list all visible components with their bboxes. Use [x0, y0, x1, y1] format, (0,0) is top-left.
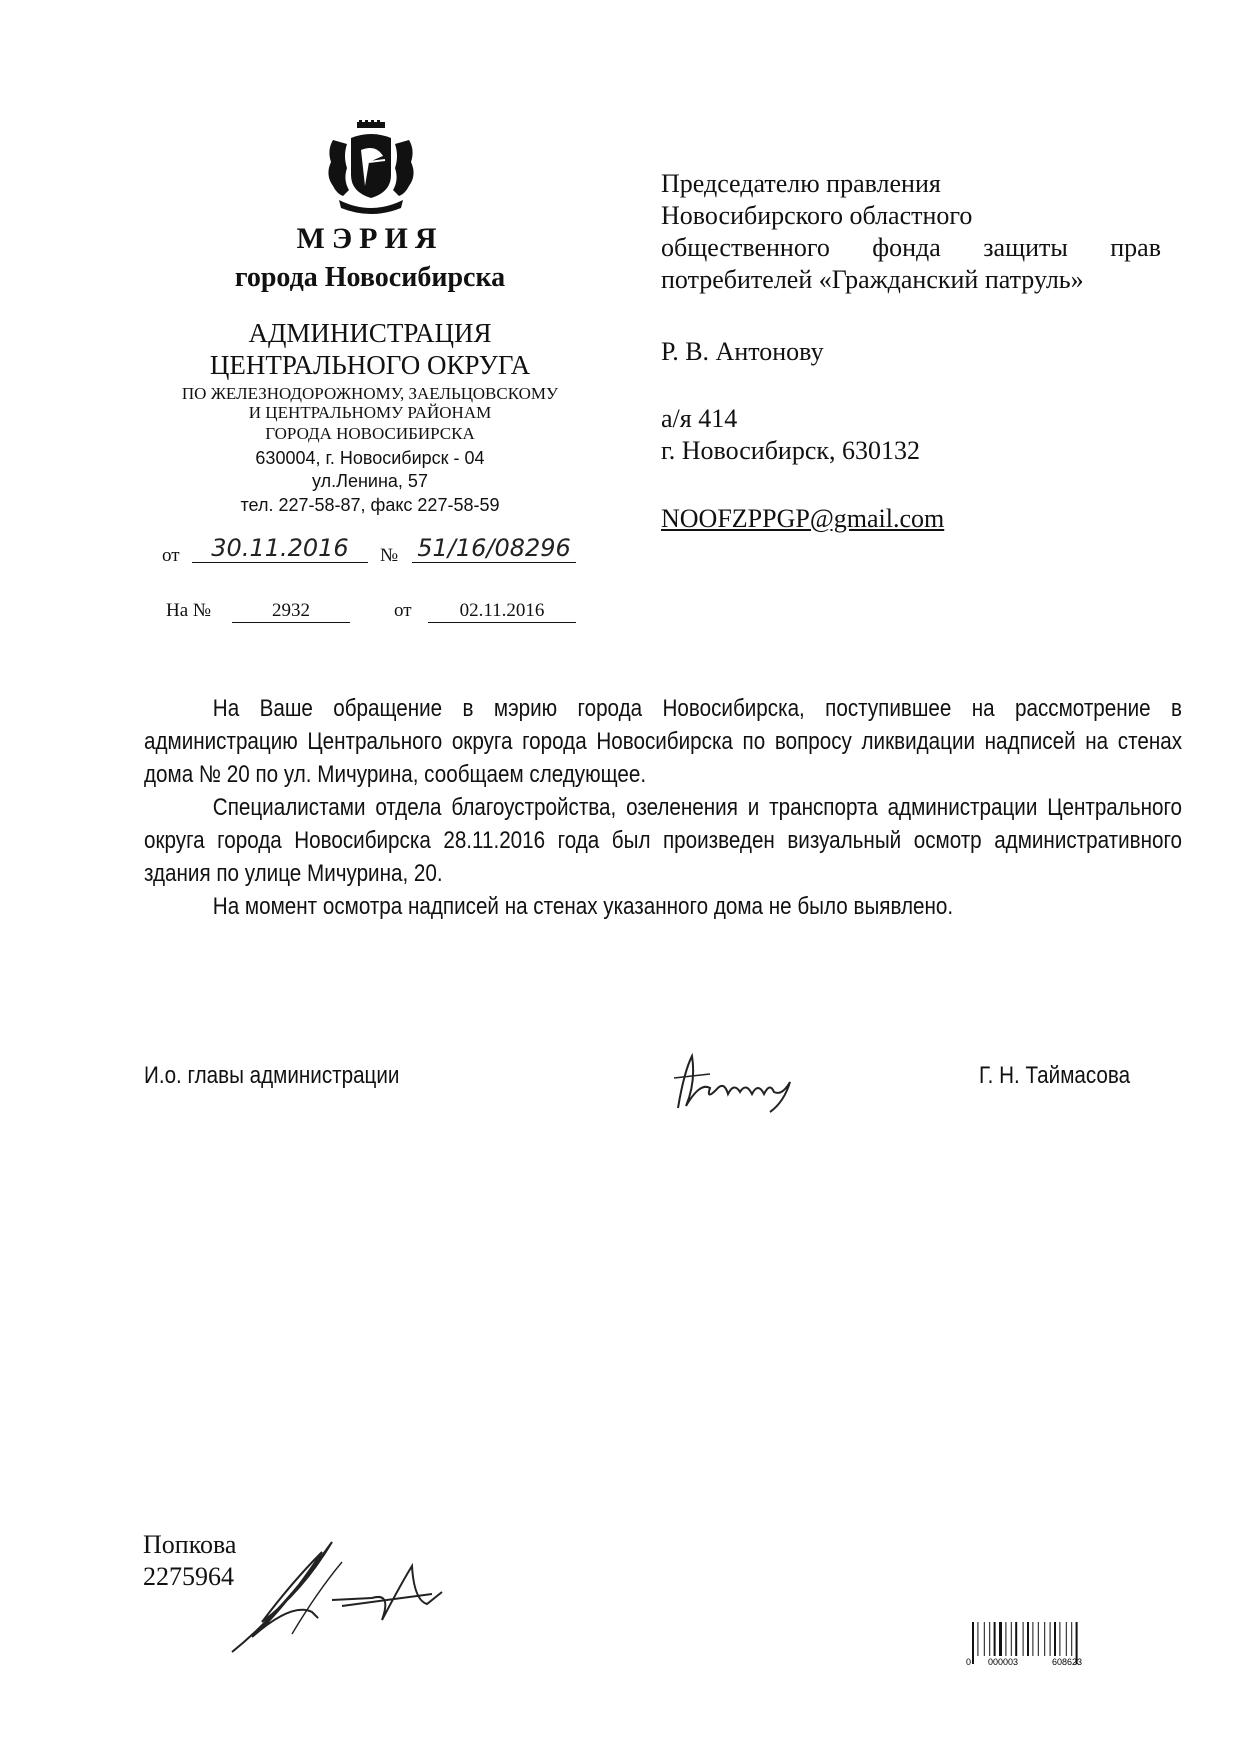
address-line2: ул.Ленина, 57 — [312, 471, 428, 491]
signature-icon — [670, 1052, 850, 1114]
body-paragraph: На Ваше обращение в мэрию города Новосибирска, поступившее на рассмотрение в администрацию Центрального округа города Новосибирска по вопросу ликвидации надписей на стенах дома № 20 по ул. Мичурина, сообщаем следующее. — [144, 695, 1183, 788]
barcode-bar — [1071, 1622, 1072, 1656]
admin-heading-line2: ЦЕНТРАЛЬНОГО ОКРУГА — [209, 350, 531, 380]
barcode-bar — [1044, 1622, 1045, 1656]
incoming-number-label: На № — [166, 600, 212, 621]
city-heading: города Новосибирска — [234, 262, 506, 293]
incoming-date-value: 02.11.2016 — [428, 600, 576, 623]
signatory-title: И.о. главы администрации — [144, 1062, 400, 1089]
recipient-name: Р. В. Антонову — [661, 337, 824, 366]
executor-phone: 2275964 — [143, 1562, 234, 1591]
barcode-bar — [1011, 1622, 1012, 1656]
recipient-email-link[interactable]: NOOFZPPGP@gmail.com — [661, 504, 945, 533]
barcode-bar — [1059, 1622, 1060, 1656]
recipient-po-box: а/я 414 — [661, 404, 738, 433]
barcode-bar — [1005, 1622, 1006, 1656]
barcode-bar — [989, 1622, 990, 1656]
barcode-bar — [1054, 1622, 1056, 1656]
recipient-line: Председателю правления — [661, 169, 941, 198]
barcode-bar — [972, 1622, 974, 1664]
barcode-bar — [1032, 1622, 1033, 1656]
phone-line: тел. 227-58-87, факс 227-58-59 — [240, 495, 500, 515]
body-paragraph: На момент осмотра надписей на стенах указанного дома не было выявлено. — [212, 893, 954, 920]
recipient-line: общественного фонда защиты прав — [661, 233, 1161, 262]
recipient-line: потребителей «Гражданский патруль» — [661, 265, 1084, 294]
coat-of-arms-icon — [321, 120, 421, 218]
barcode-bar — [977, 1622, 978, 1656]
body-paragraph: Специалистами отдела благоустройства, озеленения и транспорта администрации Центрального округа города Новосибирска 28.11.2016 года был произведен визуальный осмотр административного здания по улице Мичурина, 20. — [144, 794, 1183, 887]
incoming-date-label: от — [394, 600, 412, 621]
barcode-bar — [1023, 1622, 1024, 1656]
incoming-number-value: 2932 — [232, 600, 350, 623]
outgoing-number-label: № — [380, 545, 399, 566]
district-line1: ПО ЖЕЛЕЗНОДОРОЖНОМУ, ЗАЕЛЬЦОВСКОМУ — [181, 384, 559, 403]
executor-name: Попкова — [143, 1530, 237, 1559]
mayor-heading: МЭРИЯ — [296, 222, 444, 255]
recipient-line: Новосибирского областного — [661, 201, 973, 230]
barcode — [966, 1620, 1116, 1666]
outgoing-date-label: от — [162, 545, 180, 566]
admin-heading-line1: АДМИНИСТРАЦИЯ — [248, 318, 492, 348]
barcode-digits: 000003 — [988, 1657, 1019, 1666]
district-line3: ГОРОДА НОВОСИБИРСКА — [265, 424, 475, 443]
recipient-block — [661, 168, 1161, 296]
barcode-bar — [999, 1622, 1002, 1656]
barcode-bar — [1050, 1622, 1051, 1656]
barcode-bar — [1015, 1622, 1017, 1656]
district-line2: И ЦЕНТРАЛЬНОМУ РАЙОНАМ — [248, 403, 492, 422]
outgoing-number-value: 51/16/08296 — [412, 534, 576, 563]
barcode-bar — [1066, 1622, 1067, 1656]
signatory-name: Г. Н. Таймасова — [979, 1062, 1131, 1089]
outgoing-date-value: 30.11.2016 — [192, 534, 368, 563]
barcode-bar — [984, 1622, 985, 1656]
address-line1: 630004, г. Новосибирск - 04 — [255, 448, 485, 468]
barcode-digits: 0 — [966, 1657, 972, 1666]
barcode-bar — [1027, 1622, 1029, 1656]
barcode-bar — [994, 1622, 996, 1656]
initials-icon — [222, 1522, 462, 1662]
barcode-digits: 608623 — [1052, 1657, 1083, 1666]
recipient-city: г. Новосибирск, 630132 — [661, 436, 921, 465]
barcode-bar — [1038, 1622, 1039, 1656]
letter-body — [144, 692, 1183, 923]
